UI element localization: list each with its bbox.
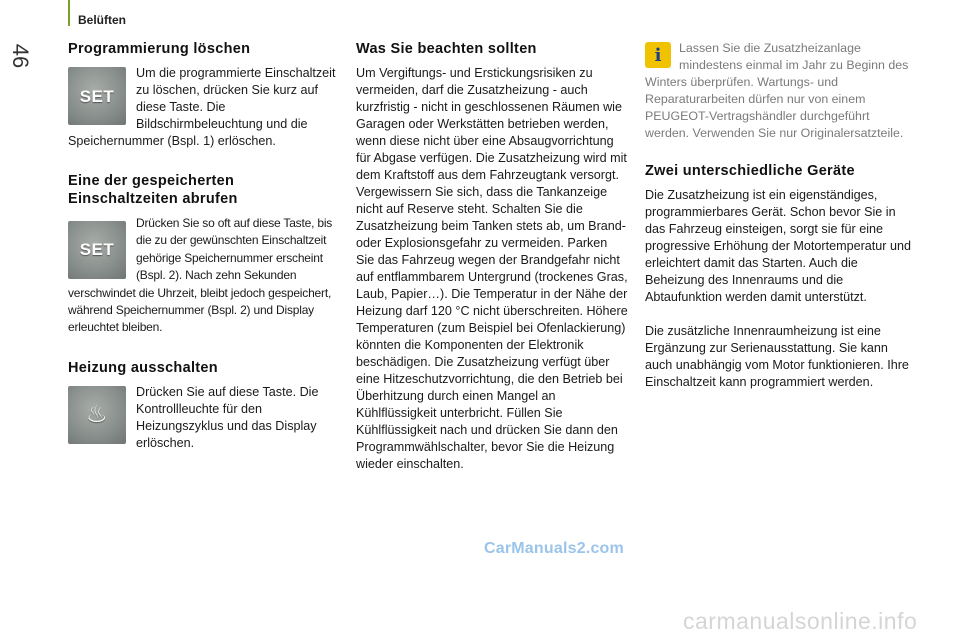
watermark-carmanualsonline: carmanualsonline.info [683, 608, 918, 634]
column-middle [356, 40, 628, 473]
text-einschaltzeiten-abrufen: Drücken Sie so oft auf diese Taste, bis die zu der gewünschten Einschaltzeit gehörige Speichernummer erscheint (Bspl. 2). Nach zehn Sekunden verschwindet die Uhrzeit, bleibt jedoch gespeichert, während Speichernummer (Bspl. 2) und Display erleuchtet bleiben. [68, 216, 333, 335]
heater-button-image [68, 386, 126, 444]
block-heizung-ausschalten [68, 384, 340, 452]
info-text: Lassen Sie die Zusatzheizanlage mindestens einmal im Jahr zu Beginn des Winters überprüfen. Wartungs- und Reparaturarbeiten dürfen nur von einem PEUGEOT-Vertragshändler durchgeführt werden. Verwenden Sie nur Originalersatzteile. [645, 41, 909, 140]
column-right [645, 40, 917, 391]
set-button-label-2: SET [79, 240, 115, 260]
set-button-label: SET [79, 86, 115, 106]
set-button-image [68, 67, 126, 125]
set-button-image-2 [68, 221, 126, 279]
text-zwei-geraete-2: Die zusätzliche Innenraumheizung ist eine Ergänzung zur Serienausstattung. Sie kann auch unabhängig vom Motor funktionieren. Ihre Einschaltzeit kann programmiert werden. [645, 324, 909, 389]
block-einschaltzeiten-abrufen [68, 215, 340, 337]
block-programmierung-loeschen [68, 65, 340, 150]
flame-icon: ♨ [85, 401, 108, 429]
side-bar [0, 0, 7, 640]
info-icon [645, 42, 671, 68]
text-programmierung-loeschen: Um die programmierte Einschaltzeit zu löschen, drücken Sie kurz auf diese Taste. Die Bildschirmbeleuchtung und die Speichernummer (Bspl. 1) erlöschen. [68, 66, 336, 148]
text-zwei-geraete-1: Die Zusatzheizung ist ein eigenständiges, programmierbares Gerät. Schon bevor Sie in das Fahrzeug einsteigen, sorgt sie für eine progressive Erhöhung der Motortemperatur und erleichtert damit das Starten. Auch die Beheizung des Innenraums und die Abtaufunktion werden damit unterstützt. [645, 188, 912, 304]
section-header-title: Belüften [78, 13, 126, 27]
text-was-sie-beachten: Um Vergiftungs- und Erstickungsrisiken zu vermeiden, darf die Zusatzheizung - auch kurzfristig - nicht in geschlossenen Räumen wie Garagen oder Werkstätten betrieben werden, wenn diese nicht über eine Absaugvorrichtung für Abgase verfügen. Die Zusatzheizung wird mit dem Kraftstoff aus dem Fahrzeugtank versorgt. Vergewissern Sie sich, dass die Tankanzeige nicht auf Reserve steht. Schalten Sie die Zusatzheizung beim Tanken stets ab, um Brand- oder Explosionsgefahr zu vermeiden. Parken Sie das Fahrzeug wegen der Brandgefahr nicht auf entflammbarem Untergrund (trockenes Gras, Laub, Papier…). Die Temperatur in der Nähe der Heizung darf 120 °C nicht überschreiten. Höhere Temperaturen (zum Beispiel bei Ofenlackierung) könnten die Komponenten der Elektronik beschädigen. Die Zusatzheizung verfügt über eine Hitzeschutzvorrichtung, die den Betrieb bei Überhitzung durch einen Mangel an Kühlflüssigkeit unterbricht. Füllen Sie Kühlflüssigkeit nach und drücken Sie dann den Programmwählschalter, bevor Sie die Heizung wieder einschalten. [356, 66, 628, 471]
text-heizung-ausschalten: Drücken Sie auf diese Taste. Die Kontrollleuchte für den Heizungszyklus und das Display erlöschen. [136, 384, 319, 450]
heading-heizung-ausschalten: Heizung ausschalten [68, 359, 218, 376]
heading-programmierung-loeschen: Programmierung löschen [68, 41, 251, 57]
heading-was-sie-beachten: Was Sie beachten sollten [356, 41, 537, 57]
column-left [68, 40, 340, 452]
watermark-carmanuals2: CarManuals2.com [484, 540, 624, 557]
header-accent-line [68, 0, 70, 26]
info-box [645, 40, 917, 142]
heading-zwei-geraete: Zwei unterschiedliche Geräte [645, 163, 855, 179]
page-number: 46 [8, 43, 33, 69]
heading-einschaltzeiten-abrufen: Eine der gespeicherten Einschaltzeiten abrufen [68, 173, 238, 207]
info-icon-letter: i [654, 44, 662, 66]
